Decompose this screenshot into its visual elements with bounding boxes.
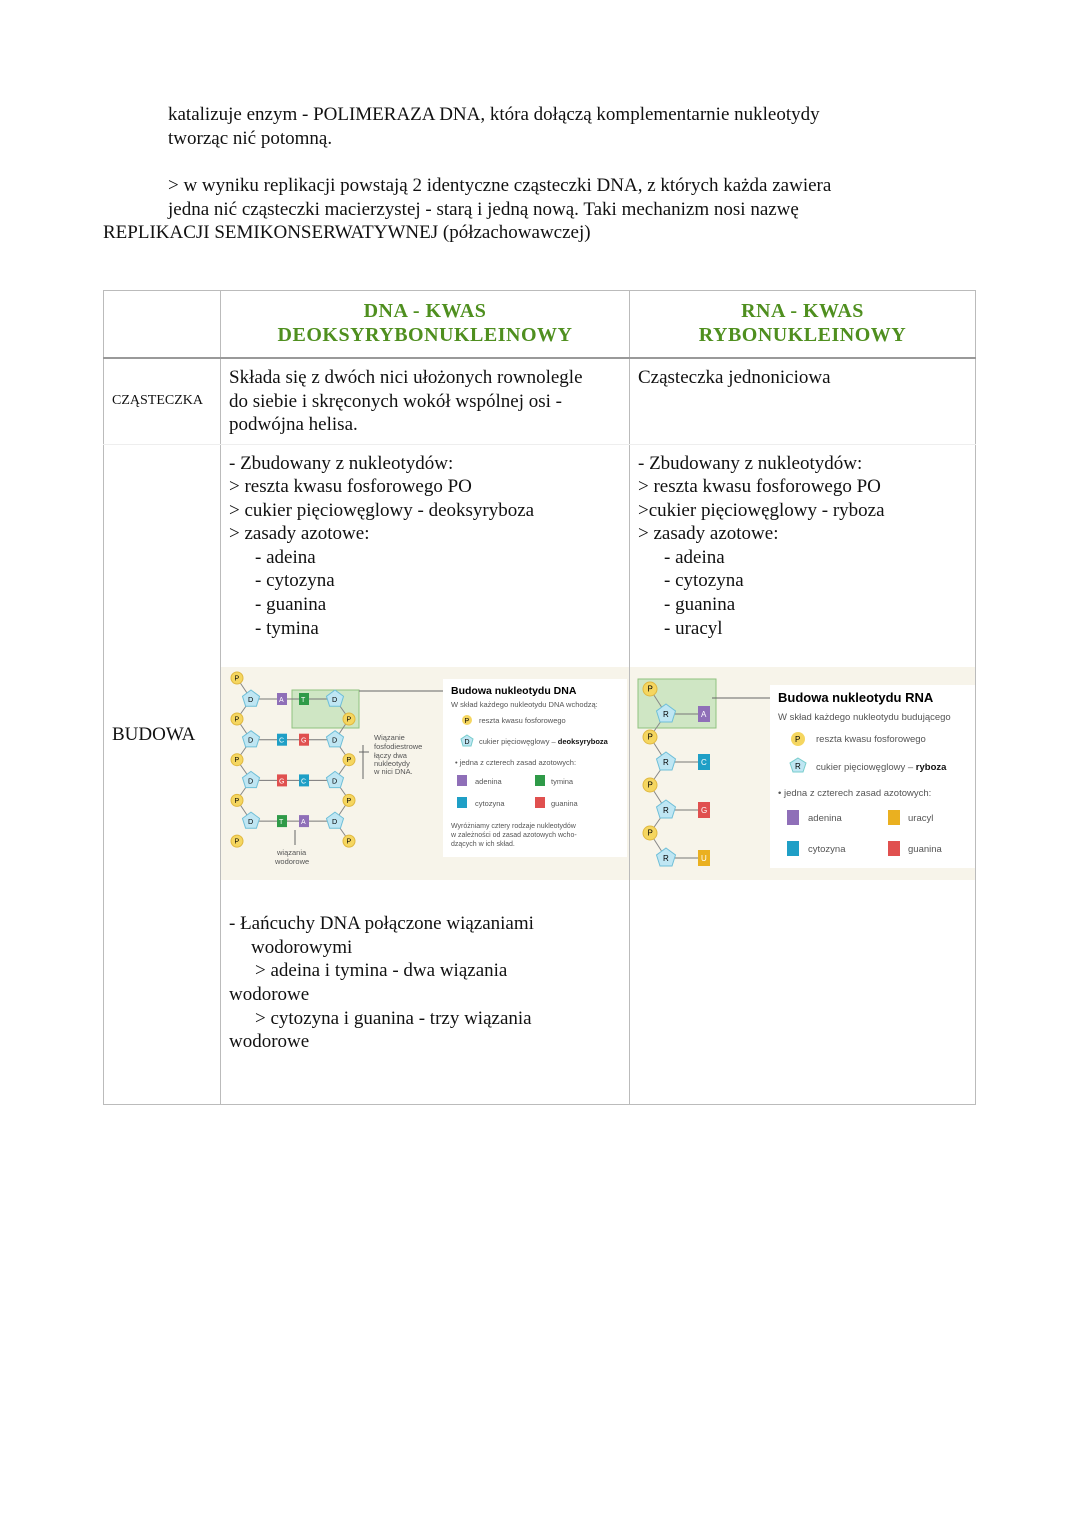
svg-text:P: P <box>234 675 240 683</box>
svg-text:P: P <box>795 735 801 744</box>
intro-line: katalizuje enzym - POLIMERAZA DNA, która dołączą komplementarnie nukleotydy <box>168 104 820 125</box>
svg-text:G: G <box>301 737 307 745</box>
svg-text:reszta kwasu fosforowego: reszta kwasu fosforowego <box>816 734 926 745</box>
svg-text:D: D <box>248 776 254 786</box>
svg-text:T: T <box>279 819 284 827</box>
svg-text:G: G <box>701 806 708 815</box>
svg-text:C: C <box>279 737 285 745</box>
svg-text:P: P <box>346 797 352 805</box>
svg-text:C: C <box>701 758 707 767</box>
intro-line: tworząc nić potomną. <box>168 128 333 149</box>
svg-text:D: D <box>248 695 254 704</box>
svg-text:guanina: guanina <box>908 844 942 855</box>
rna-structure-cell: - Zbudowany z nukleotydów: > reszta kwasu fosforowego PO >cukier pięciowęglowy - ryboza > zasady azotowe: - adeina - cytozyna - guanina - uracyl <box>630 444 976 1104</box>
svg-text:P: P <box>234 757 240 765</box>
svg-text:uracyl: uracyl <box>908 813 934 824</box>
svg-text:P: P <box>346 757 352 765</box>
svg-text:P: P <box>234 797 240 805</box>
svg-text:T: T <box>301 697 306 704</box>
svg-text:A: A <box>301 819 306 827</box>
row-label-czasteczka: CZĄSTECZKA <box>112 393 203 409</box>
svg-text:D: D <box>332 735 338 745</box>
svg-text:P: P <box>647 828 653 838</box>
svg-text:G: G <box>279 778 285 786</box>
svg-text:D: D <box>248 817 254 827</box>
svg-text:tymina: tymina <box>551 777 574 786</box>
svg-text:C: C <box>301 778 307 786</box>
rna-molecule-cell: Cząsteczka jednoniciowa <box>630 358 976 444</box>
svg-text:U: U <box>701 854 707 863</box>
svg-text:P: P <box>346 716 352 724</box>
hydrogen-bonds-text: - Łańcuchy DNA połączone wiązaniami wodorowymi > adeina i tymina - dwa wiązania wodorowe > cytozyna i guanina - trzy wiązania wodorowe <box>229 913 534 1053</box>
svg-text:guanina: guanina <box>551 799 578 808</box>
svg-text:R: R <box>663 758 669 767</box>
svg-text:adenina: adenina <box>808 813 842 824</box>
svg-text:adenina: adenina <box>475 777 502 786</box>
svg-text:R: R <box>663 854 669 863</box>
svg-text:D: D <box>464 739 470 746</box>
svg-text:cytozyna: cytozyna <box>808 844 846 855</box>
svg-text:Wyróżniamy cztery rodzaje nukl: Wyróżniamy cztery rodzaje nukleotydów w zależności od zasad azotowych wcho-dzących w ich skład. <box>451 823 577 848</box>
intro-line: > w wyniku replikacji powstają 2 identyczne cząsteczki DNA, z których każda zawiera <box>168 175 832 196</box>
svg-text:D: D <box>332 817 338 827</box>
svg-text:R: R <box>663 710 669 719</box>
svg-text:P: P <box>464 718 470 725</box>
svg-text:P: P <box>234 716 240 724</box>
svg-text:A: A <box>701 710 707 719</box>
intro-line: jedna nić cząsteczki macierzystej - starą i jedną nową. Taki mechanizm nosi nazwę <box>168 199 799 220</box>
svg-text:• jedna z czterech zasad azoto: • jedna z czterech zasad azotowych: <box>778 788 932 799</box>
svg-text:P: P <box>234 838 240 846</box>
svg-text:D: D <box>332 776 338 786</box>
svg-text:R: R <box>795 762 801 771</box>
svg-text:P: P <box>647 732 653 742</box>
intro-line: REPLIKACJI SEMIKONSERWATYWNEJ (półzachowawczej) <box>103 222 591 243</box>
dna-header: DNA - KWAS DEOKSYRYBONUKLEINOWY <box>221 291 630 359</box>
svg-text:Budowa nukleotydu RNA: Budowa nukleotydu RNA <box>778 690 934 705</box>
svg-text:W skład każdego nukleotydu bud: W skład każdego nukleotydu budującego <box>778 712 951 723</box>
svg-text:Budowa nukleotydu DNA: Budowa nukleotydu DNA <box>451 685 577 697</box>
svg-text:D: D <box>332 695 338 704</box>
svg-text:P: P <box>346 838 352 846</box>
svg-text:cukier pięciowęglowy – deoksyr: cukier pięciowęglowy – deoksyryboza <box>479 737 608 746</box>
svg-text:cytozyna: cytozyna <box>475 799 505 808</box>
svg-text:• jedna z czterech zasad azoto: • jedna z czterech zasad azotowych: <box>455 758 577 767</box>
svg-text:cukier pięciowęglowy – ryboza: cukier pięciowęglowy – ryboza <box>816 762 947 773</box>
dna-molecule-cell: Składa się z dwóch nici ułożonych rownolegle do siebie i skręconych wokół wspólnej osi - podwójna helisa. <box>221 358 630 444</box>
svg-text:reszta kwasu fosforowego: reszta kwasu fosforowego <box>479 716 566 725</box>
dna-structure-cell: - Zbudowany z nukleotydów: > reszta kwasu fosforowego PO > cukier pięciowęglowy - deoksyryboza > zasady azotowe: - adeina - cytozyna - guanina - tymina - Łańcuchy DNA połączone wiązaniami wodorowymi > adeina i tymina - dwa wiązania wodorowe > cytozyna i guanina - trzy wiązania wodorowe <box>221 444 630 1104</box>
svg-text:P: P <box>647 684 653 694</box>
svg-text:W skład każdego nukleotydu DNA: W skład każdego nukleotydu DNA wchodzą: <box>451 700 598 709</box>
dna-nucleotide-diagram <box>221 667 629 880</box>
rna-header: RNA - KWAS RYBONUKLEINOWY <box>630 291 976 359</box>
svg-text:P: P <box>647 780 653 790</box>
rna-nucleotide-diagram <box>630 667 975 880</box>
svg-text:A: A <box>279 697 284 704</box>
row-label-budowa: BUDOWA <box>112 724 196 745</box>
svg-text:wiązaniawodorowe: wiązania wodorowe <box>275 848 310 866</box>
svg-text:R: R <box>663 806 669 815</box>
svg-text:Wiązaniefosfodiestrowełączy dw: Wiązanie fosfodiestrowe łączy dwa nukleotydy w nici DNA. <box>374 733 423 776</box>
svg-text:D: D <box>248 735 254 745</box>
